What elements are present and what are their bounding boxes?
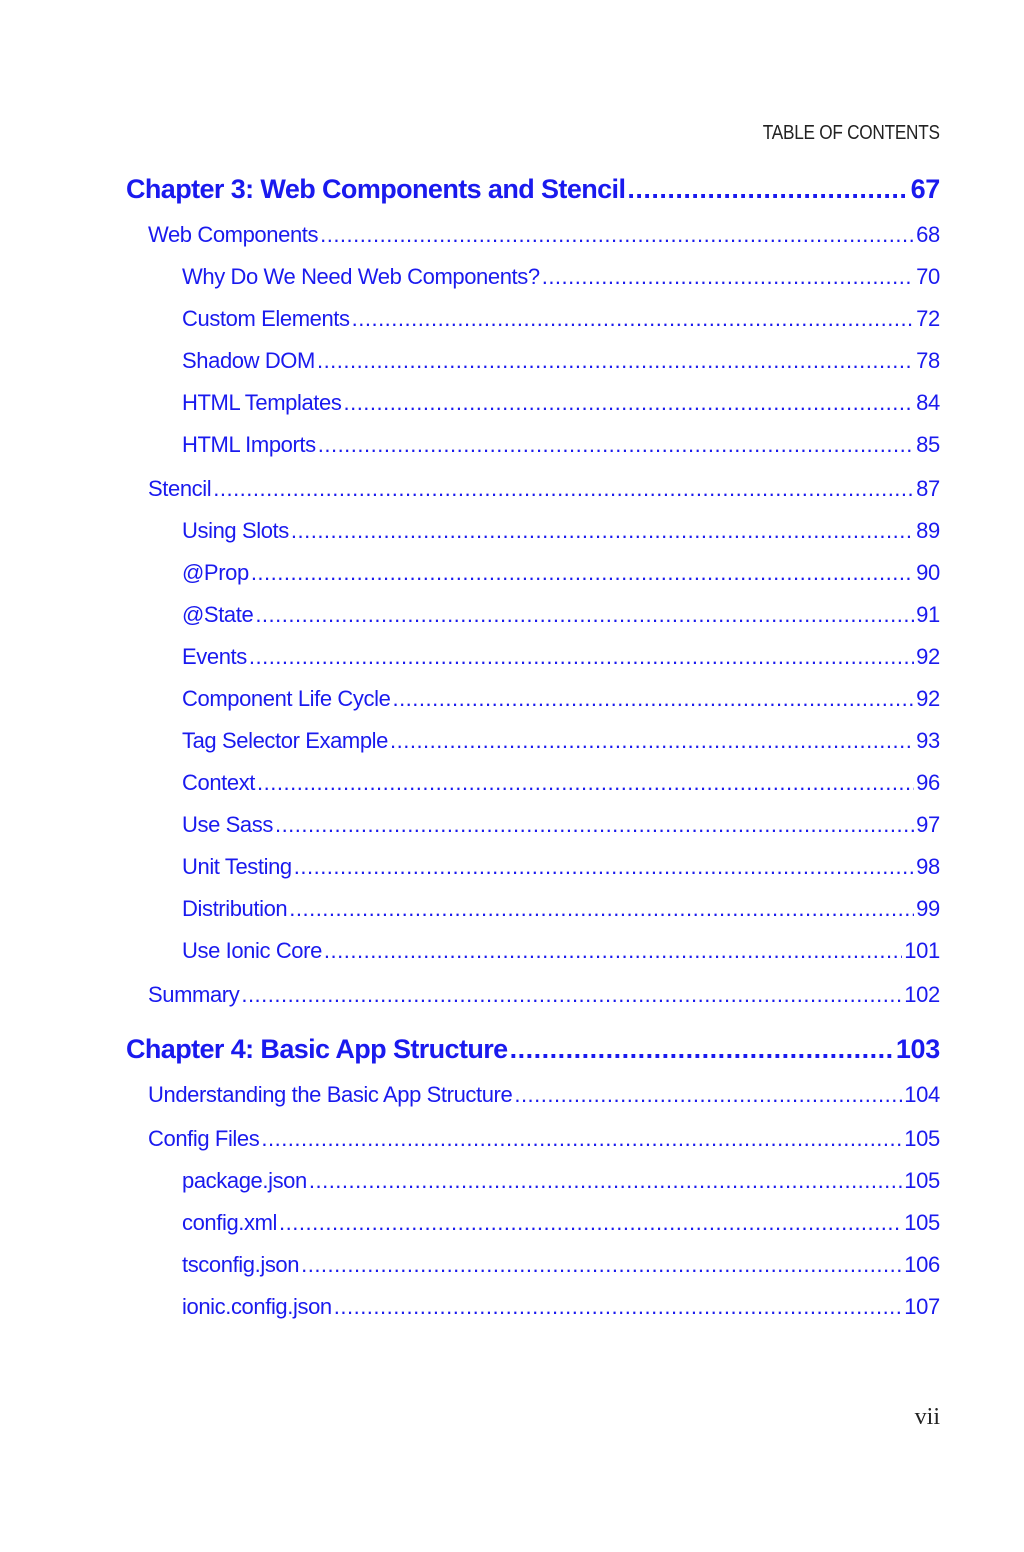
toc-entry-title: Understanding the Basic App Structure: [148, 1082, 513, 1107]
toc-entry-page-number: 87: [916, 476, 940, 501]
toc-subsection-entry[interactable]: [0, 728, 1024, 762]
toc-entry-row: [182, 264, 940, 290]
toc-entry-title: Custom Elements: [182, 306, 350, 331]
toc-entry-title: ionic.config.json: [182, 1294, 332, 1319]
toc-subsection-entry[interactable]: [0, 770, 1024, 804]
dot-leader: [261, 1126, 902, 1152]
toc-entry-row: [182, 602, 940, 628]
dot-leader: [390, 728, 914, 754]
toc-chapter-entry[interactable]: [0, 174, 1024, 208]
dot-leader: [352, 306, 915, 332]
toc-entry-page-number: 104: [904, 1082, 940, 1107]
toc-entry-page-number: 96: [916, 770, 940, 795]
toc-entry-row: [182, 306, 940, 332]
toc-entry-page-number: 98: [916, 854, 940, 879]
toc-entry-title: Component Life Cycle: [182, 686, 391, 711]
toc-entry-title: Config Files: [148, 1126, 260, 1151]
toc-chapter-entry[interactable]: [0, 1034, 1024, 1068]
toc-section-entry[interactable]: [0, 1082, 1024, 1116]
toc-entry-title: Unit Testing: [182, 854, 292, 879]
toc-entry-title: Chapter 4: Basic App Structure: [126, 1034, 508, 1064]
toc-entry-row: [182, 938, 940, 964]
dot-leader: [213, 476, 914, 502]
toc-subsection-entry[interactable]: [0, 602, 1024, 636]
toc-entry-page-number: 102: [904, 982, 940, 1007]
toc-entry-row: [126, 1034, 940, 1065]
toc-entry-page-number: 91: [916, 602, 940, 627]
dot-leader: [514, 1082, 902, 1108]
toc-entry-page-number: 92: [916, 686, 940, 711]
toc-entry-page-number: 70: [916, 264, 940, 289]
dot-leader: [294, 854, 914, 880]
toc-entry-page-number: 107: [904, 1294, 940, 1319]
toc-entry-title: Context: [182, 770, 256, 795]
toc-section-entry[interactable]: [0, 982, 1024, 1016]
toc-entry-title: Distribution: [182, 896, 288, 921]
dot-leader: [249, 644, 914, 670]
toc-subsection-entry[interactable]: [0, 432, 1024, 466]
toc-subsection-entry[interactable]: [0, 306, 1024, 340]
dot-leader: [291, 518, 914, 544]
toc-entry-row: [182, 728, 940, 754]
toc-entry-page-number: 105: [904, 1126, 940, 1151]
dot-leader: [275, 812, 914, 838]
toc-section-entry[interactable]: [0, 222, 1024, 256]
toc-entry-row: [148, 982, 940, 1008]
toc-entry-row: [182, 686, 940, 712]
toc-entry-page-number: 99: [916, 896, 940, 921]
toc-entry-page-number: 78: [916, 348, 940, 373]
toc-subsection-entry[interactable]: [0, 686, 1024, 720]
toc-entry-title: Web Components: [148, 222, 319, 247]
toc-subsection-entry[interactable]: [0, 390, 1024, 424]
toc-entry-row: [148, 222, 940, 248]
dot-leader: [324, 938, 902, 964]
toc-entry-row: [182, 348, 940, 374]
toc-entry-page-number: 97: [916, 812, 940, 837]
toc-entry-title: config.xml: [182, 1210, 278, 1235]
toc-subsection-entry[interactable]: [0, 938, 1024, 972]
toc-entry-title: Use Ionic Core: [182, 938, 322, 963]
dot-leader: [392, 686, 914, 712]
toc-subsection-entry[interactable]: [0, 264, 1024, 298]
toc-entry-title: Chapter 3: Web Components and Stencil: [126, 174, 626, 204]
toc-subsection-entry[interactable]: [0, 1252, 1024, 1286]
toc-entry-title: HTML Imports: [182, 432, 316, 457]
toc-section-entry[interactable]: [0, 476, 1024, 510]
toc-subsection-entry[interactable]: [0, 1168, 1024, 1202]
toc-entry-row: [182, 1294, 940, 1320]
toc-entry-page-number: 67: [910, 174, 940, 204]
dot-leader: [279, 1210, 902, 1236]
toc-entry-row: [148, 1126, 940, 1152]
toc-entry-page-number: 105: [904, 1168, 940, 1193]
toc-entry-row: [126, 174, 940, 205]
dot-leader: [257, 770, 914, 796]
dot-leader: [334, 1294, 902, 1320]
dot-leader: [251, 560, 914, 586]
toc-subsection-entry[interactable]: [0, 812, 1024, 846]
toc-entry-title: Shadow DOM: [182, 348, 315, 373]
toc-entry-row: [182, 390, 940, 416]
dot-leader: [343, 390, 914, 416]
toc-entry-row: [182, 644, 940, 670]
running-head: TABLE OF CONTENTS: [763, 122, 940, 144]
dot-leader: [241, 982, 902, 1008]
toc-entry-row: [148, 476, 940, 502]
toc-entry-page-number: 93: [916, 728, 940, 753]
toc-entry-title: Summary: [148, 982, 240, 1007]
toc-entry-row: [182, 560, 940, 586]
toc-entry-page-number: 85: [916, 432, 940, 457]
dot-leader: [318, 432, 914, 458]
dot-leader: [510, 1034, 894, 1065]
toc-subsection-entry[interactable]: [0, 896, 1024, 930]
toc-entry-row: [182, 518, 940, 544]
page-number: vii: [914, 1404, 940, 1430]
toc-subsection-entry[interactable]: [0, 1294, 1024, 1328]
toc-subsection-entry[interactable]: [0, 644, 1024, 678]
toc-entry-page-number: 72: [916, 306, 940, 331]
toc-subsection-entry[interactable]: [0, 518, 1024, 552]
dot-leader: [301, 1252, 902, 1278]
toc-entry-row: [148, 1082, 940, 1108]
toc-subsection-entry[interactable]: [0, 348, 1024, 382]
toc-entry-row: [182, 896, 940, 922]
toc-subsection-entry[interactable]: [0, 1210, 1024, 1244]
toc-entry-title: Using Slots: [182, 518, 289, 543]
dot-leader: [289, 896, 914, 922]
dot-leader: [317, 348, 914, 374]
toc-entry-row: [182, 854, 940, 880]
toc-entry-page-number: 92: [916, 644, 940, 669]
toc-section-entry[interactable]: [0, 1126, 1024, 1160]
toc-entry-page-number: 101: [904, 938, 940, 963]
toc-entry-title: HTML Templates: [182, 390, 342, 415]
toc-entry-page-number: 90: [916, 560, 940, 585]
dot-leader: [309, 1168, 902, 1194]
toc-entry-row: [182, 1210, 940, 1236]
dot-leader: [627, 174, 908, 205]
toc-entry-page-number: 68: [916, 222, 940, 247]
toc-entry-title: Tag Selector Example: [182, 728, 388, 753]
toc-entry-title: Stencil: [148, 476, 212, 501]
toc-entry-page-number: 89: [916, 518, 940, 543]
toc-entry-title: Why Do We Need Web Components?: [182, 264, 540, 289]
toc-entry-title: @Prop: [182, 560, 249, 585]
toc-entry-title: tsconfig.json: [182, 1252, 300, 1277]
toc-entry-title: Use Sass: [182, 812, 273, 837]
dot-leader: [320, 222, 914, 248]
toc-entry-row: [182, 432, 940, 458]
toc-entry-row: [182, 1252, 940, 1278]
toc-entry-page-number: 103: [895, 1034, 940, 1064]
toc-entry-page-number: 84: [916, 390, 940, 415]
toc-entry-page-number: 105: [904, 1210, 940, 1235]
toc-entry-row: [182, 1168, 940, 1194]
toc-entry-row: [182, 770, 940, 796]
toc-subsection-entry[interactable]: [0, 854, 1024, 888]
toc-entry-title: package.json: [182, 1168, 307, 1193]
toc-entry-row: [182, 812, 940, 838]
dot-leader: [542, 264, 914, 290]
toc-entry-title: Events: [182, 644, 247, 669]
toc-entry-page-number: 106: [904, 1252, 940, 1277]
toc-subsection-entry[interactable]: [0, 560, 1024, 594]
toc-entry-title: @State: [182, 602, 254, 627]
dot-leader: [255, 602, 914, 628]
